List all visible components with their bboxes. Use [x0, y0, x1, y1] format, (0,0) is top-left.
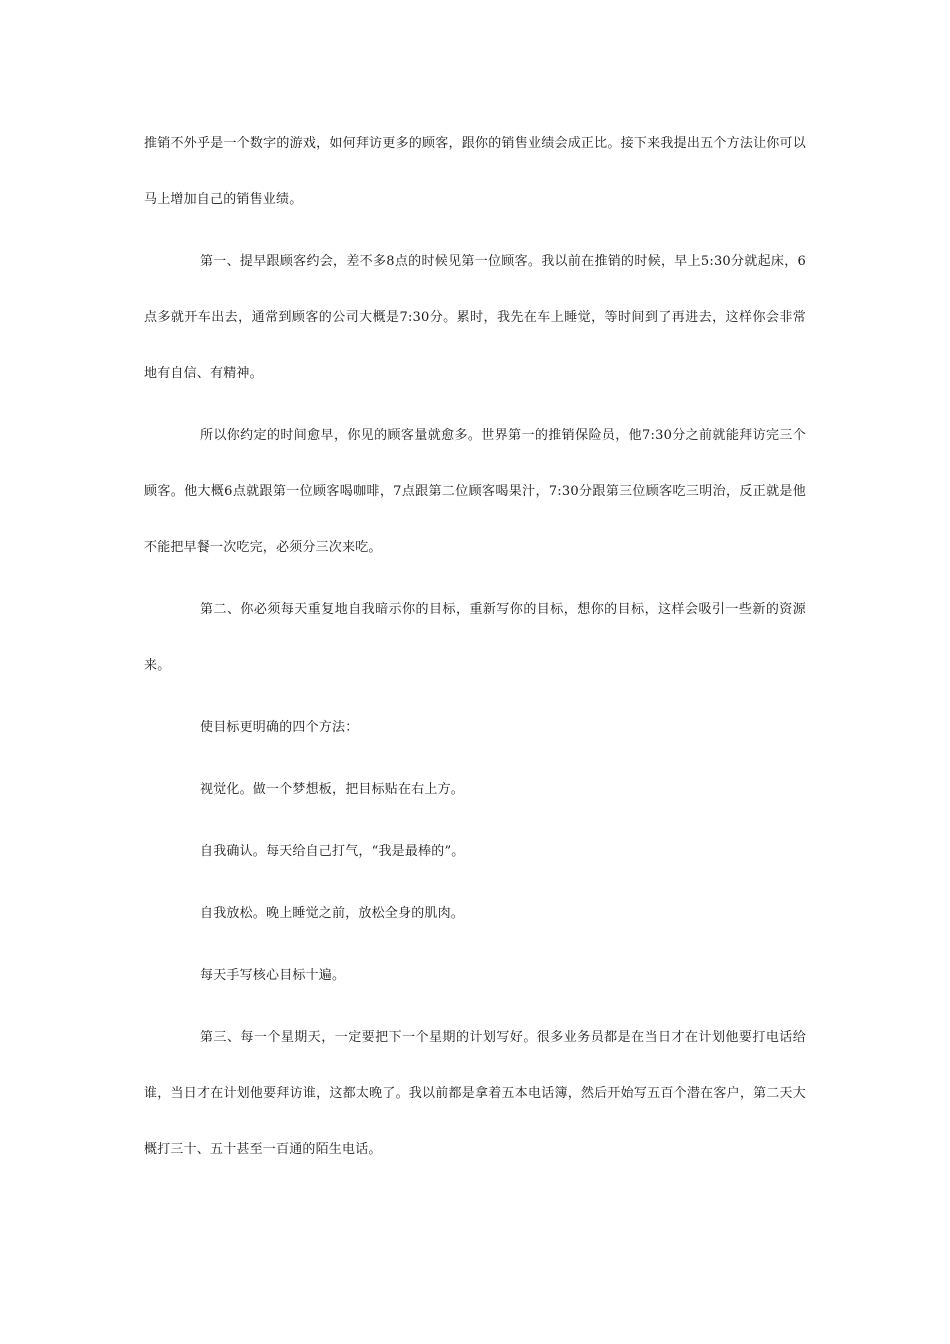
list-heading: 使目标更明确的四个方法： [200, 720, 359, 735]
list-item: 每天手写核心目标十遍。 [200, 968, 346, 983]
list-item: 视觉化。做一个梦想板，把目标贴在右上方。 [200, 782, 465, 797]
list-item: 自我确认。每天给自己打气，“我是最棒的”。 [200, 844, 465, 859]
paragraph-method-two: 第二、你必须每天重复地自我暗示你的目标，重新写你的目标，想你的目标，这样会吸引一些新的资源来。 [144, 602, 806, 673]
paragraph-method-one-detail: 所以你约定的时间愈早，你见的顾客量就愈多。世界第一的推销保险员，他7:30分之前就能拜访完三个顾客。他大概6点就跟第一位顾客喝咖啡，7点跟第二位顾客喝果汁，7:30分跟第三位顾客吃三明治，反正就是他不能把早餐一次吃完，必须分三次来吃。 [144, 428, 806, 555]
list-item: 自我放松。晚上睡觉之前，放松全身的肌肉。 [200, 906, 465, 921]
paragraph-method-one: 第一、提早跟顾客约会，差不多8点的时候见第一位顾客。我以前在推销的时候，早上5:30分就起床，6点多就开车出去，通常到顾客的公司大概是7:30分。累时，我先在车上睡觉，等时间到了再进去，这样你会非常地有自信、有精神。 [144, 254, 806, 381]
paragraph-method-three: 第三、每一个星期天，一定要把下一个星期的计划写好。很多业务员都是在当日才在计划他要打电话给谁，当日才在计划他要拜访谁，这都太晚了。我以前都是拿着五本电话簿，然后开始写五百个潜在客户，第二天大概打三十、五十甚至一百通的陌生电话。 [144, 1030, 806, 1157]
paragraph-intro: 推销不外乎是一个数字的游戏，如何拜访更多的顾客，跟你的销售业绩会成正比。接下来我提出五个方法让你可以马上增加自己的销售业绩。 [144, 136, 806, 207]
document-body [144, 116, 806, 1184]
